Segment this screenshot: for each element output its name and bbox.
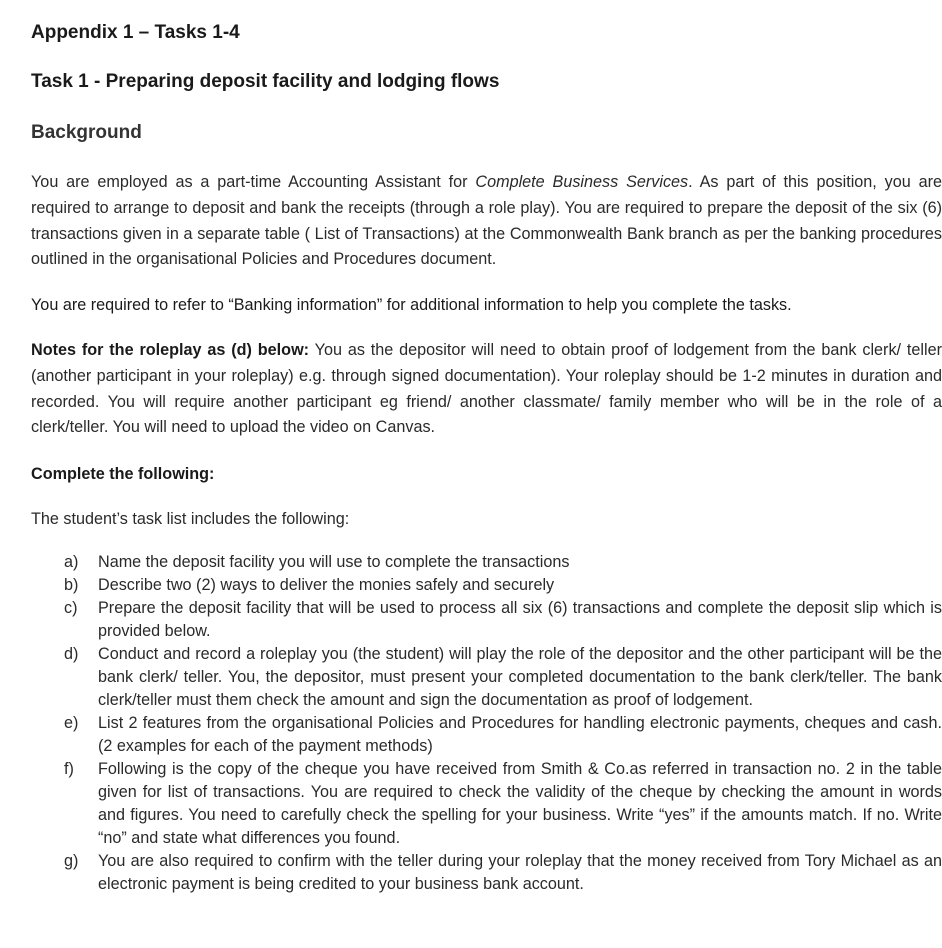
background-text-start: You are employed as a part-time Accounting Assistant for <box>31 173 476 191</box>
list-item <box>31 597 942 643</box>
list-item-text: You are also required to confirm with the teller during your roleplay that the money received from Tory Michael as an electronic payment is being credited to your business bank account. <box>98 852 942 893</box>
list-marker: e) <box>64 714 79 732</box>
list-marker: b) <box>64 576 79 594</box>
roleplay-notes-text: You as the depositor will need to obtain proof of lodgement from the bank clerk/ teller (another participant in your roleplay) e.g. through signed documentation). Your roleplay should be 1-2 minutes in duration and recorded. You will require another participant eg friend/ another classmate/ family member who will be in the role of a clerk/teller. You will need to upload the video on Canvas. <box>31 341 942 437</box>
roleplay-notes-paragraph <box>31 338 942 441</box>
list-item-text: Name the deposit facility you will use to complete the transactions <box>98 553 570 571</box>
list-item <box>31 712 942 758</box>
list-marker: g) <box>64 852 79 870</box>
appendix-title: Appendix 1 – Tasks 1-4 <box>31 22 240 43</box>
list-item-text: Following is the copy of the cheque you have received from Smith & Co.as referred in transaction no. 2 in the table given for list of transactions. You are required to check the validity of the cheque by checking the amount in words and figures. You need to carefully check the spelling for your business. Write “yes” if the amounts match. If no. Write “no” and state what differences you found. <box>98 760 942 847</box>
list-marker: a) <box>64 553 79 571</box>
roleplay-notes-label: Notes for the roleplay as (d) below: <box>31 341 310 359</box>
list-marker: c) <box>64 599 78 617</box>
background-heading: Background <box>31 122 142 143</box>
task-title: Task 1 - Preparing deposit facility and lodging flows <box>31 71 500 92</box>
task-list <box>31 551 942 896</box>
list-item <box>31 551 942 574</box>
task-list-intro: The student’s task list includes the following: <box>31 510 350 528</box>
list-item-text: Prepare the deposit facility that will be used to process all six (6) transactions and complete the deposit slip which is provided below. <box>98 599 942 640</box>
list-item <box>31 850 942 896</box>
list-item <box>31 574 942 597</box>
list-marker: f) <box>64 760 74 778</box>
list-item-text: List 2 features from the organisational Policies and Procedures for handling electronic payments, cheques and cash. (2 examples for each of the payment methods) <box>98 714 942 755</box>
list-item-text: Conduct and record a roleplay you (the student) will play the role of the depositor and the other participant will be the bank clerk/ teller. You, the depositor, must present your completed documentation to the bank clerk/teller. The bank clerk/teller must them check the amount and sign the documentation as proof of lodgement. <box>98 645 942 709</box>
banking-info-paragraph: You are required to refer to “Banking information” for additional information to help you complete the tasks. <box>31 296 792 314</box>
company-name: Complete Business Services <box>475 173 689 191</box>
background-text-end: . As part of this position, you are required to arrange to deposit and bank the receipts (through a role play). You are required to prepare the deposit of the six (6) transactions given in a separate table ( List of Transactions) at the Commonwealth Bank branch as per the banking procedures outlined in the organisational Policies and Procedures document. <box>31 173 942 269</box>
list-item <box>31 758 942 850</box>
complete-heading: Complete the following: <box>31 465 215 483</box>
background-paragraph <box>31 170 942 273</box>
list-item <box>31 643 942 712</box>
list-item-text: Describe two (2) ways to deliver the monies safely and securely <box>98 576 555 594</box>
list-marker: d) <box>64 645 79 663</box>
